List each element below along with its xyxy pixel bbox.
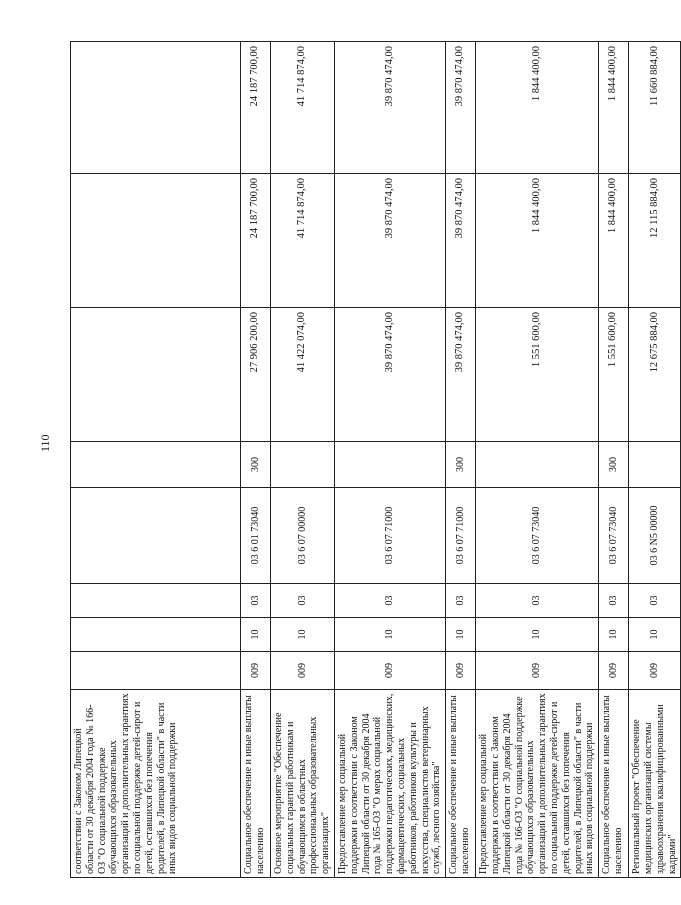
cell-amount-1 bbox=[71, 308, 241, 442]
cell-amount-3 bbox=[71, 42, 241, 174]
cell-amount-3: 39 870 474,00 bbox=[334, 42, 445, 174]
row-name: Социальное обеспечение и иные выплаты населению bbox=[599, 690, 629, 878]
table-row bbox=[599, 42, 629, 878]
row-name: Предоставление мер социальной поддержки в соответствии с Законом Липецкой области от 30 декабря 2004 года № 166-ОЗ "О социальной поддержке обучающихся образовательных организаций и дополнительных гарантиях по социальной поддержке детей-сирот и детей, оставшихся без попечения родителей, в Липецкой области" в части иных видов социальной поддержки bbox=[476, 690, 599, 878]
cell-amount-2: 39 870 474,00 bbox=[334, 174, 445, 308]
cell-section: 10 bbox=[334, 618, 445, 652]
cell-amount-2: 1 844 400,00 bbox=[476, 174, 599, 308]
cell-target-article bbox=[71, 488, 241, 584]
cell-section: 10 bbox=[271, 618, 335, 652]
row-name: Социальное обеспечение и иные выплаты населению bbox=[446, 690, 476, 878]
cell-subsection: 03 bbox=[446, 584, 476, 618]
cell-target-article: 03 6 01 73040 bbox=[241, 488, 271, 584]
row-name: соответствии с Законом Липецкой области от 30 декабря 2004 года № 166-ОЗ "О социальной поддержке обучающихся образовательных организаций и дополнительных гарантиях по социальной поддержке детей-сирот и детей, оставшихся без попечения родителей, в Липецкой области" в части иных видов социальной поддержки bbox=[71, 690, 241, 878]
cell-expense-type bbox=[71, 442, 241, 488]
row-name: Предоставление мер социальной поддержки в соответствии с Законом Липецкой области от 30 декабря 2004 года № 165-ОЗ "О мерах социальной поддержки педагогических, медицинских, фармацевтических, социальных работников, работников культуры и искусства, специалистов ветеринарных служб, лесного хозяйства" bbox=[334, 690, 445, 878]
cell-amount-2: 1 844 400,00 bbox=[599, 174, 629, 308]
table-row bbox=[629, 42, 681, 878]
cell-target-article: 03 6 07 71000 bbox=[446, 488, 476, 584]
cell-subsection: 03 bbox=[271, 584, 335, 618]
cell-subsection: 03 bbox=[599, 584, 629, 618]
cell-section: 10 bbox=[629, 618, 681, 652]
cell-section: 10 bbox=[241, 618, 271, 652]
cell-expense-type: 300 bbox=[446, 442, 476, 488]
table-row bbox=[241, 42, 271, 878]
cell-amount-2: 39 870 474,00 bbox=[446, 174, 476, 308]
cell-target-article: 03 6 07 71000 bbox=[334, 488, 445, 584]
cell-amount-1: 39 870 474,00 bbox=[446, 308, 476, 442]
cell-subsection: 03 bbox=[241, 584, 271, 618]
cell-ministry: 009 bbox=[271, 652, 335, 690]
cell-target-article: 03 6 07 00000 bbox=[271, 488, 335, 584]
table-row bbox=[476, 42, 599, 878]
cell-expense-type bbox=[629, 442, 681, 488]
page-number: 110 bbox=[38, 434, 52, 452]
row-name: Основное мероприятие "Обеспечение социальных гарантий работникам и обучающимся в областных профессиональных образовательных организациях" bbox=[271, 690, 335, 878]
cell-section: 10 bbox=[476, 618, 599, 652]
cell-ministry: 009 bbox=[334, 652, 445, 690]
cell-amount-1: 1 551 600,00 bbox=[599, 308, 629, 442]
cell-amount-1: 41 422 074,00 bbox=[271, 308, 335, 442]
cell-subsection: 03 bbox=[629, 584, 681, 618]
cell-section: 10 bbox=[446, 618, 476, 652]
cell-amount-3: 41 714 874,00 bbox=[271, 42, 335, 174]
cell-expense-type: 300 bbox=[599, 442, 629, 488]
cell-expense-type bbox=[334, 442, 445, 488]
cell-ministry: 009 bbox=[476, 652, 599, 690]
cell-subsection bbox=[71, 584, 241, 618]
cell-amount-2: 24 187 700,00 bbox=[241, 174, 271, 308]
table-body bbox=[71, 42, 681, 878]
cell-subsection: 03 bbox=[334, 584, 445, 618]
table-row bbox=[271, 42, 335, 878]
cell-expense-type: 300 bbox=[241, 442, 271, 488]
table-row bbox=[446, 42, 476, 878]
row-name: Региональный проект "Обеспечение медицинских организаций системы здравоохранения квалифицированными кадрами" bbox=[629, 690, 681, 878]
cell-amount-3: 1 844 400,00 bbox=[476, 42, 599, 174]
budget-table-rotated bbox=[70, 42, 678, 878]
cell-target-article: 03 6 07 73040 bbox=[476, 488, 599, 584]
cell-ministry: 009 bbox=[446, 652, 476, 690]
cell-amount-1: 12 675 884,00 bbox=[629, 308, 681, 442]
cell-amount-3: 1 844 400,00 bbox=[599, 42, 629, 174]
cell-section: 10 bbox=[599, 618, 629, 652]
cell-amount-3: 39 870 474,00 bbox=[446, 42, 476, 174]
cell-expense-type bbox=[271, 442, 335, 488]
cell-ministry: 009 bbox=[629, 652, 681, 690]
cell-subsection: 03 bbox=[476, 584, 599, 618]
cell-amount-2: 12 115 884,00 bbox=[629, 174, 681, 308]
cell-amount-1: 27 906 200,00 bbox=[241, 308, 271, 442]
cell-amount-2: 41 714 874,00 bbox=[271, 174, 335, 308]
cell-ministry bbox=[71, 652, 241, 690]
cell-amount-1: 39 870 474,00 bbox=[334, 308, 445, 442]
cell-expense-type bbox=[476, 442, 599, 488]
cell-section bbox=[71, 618, 241, 652]
budget-table bbox=[70, 41, 681, 878]
cell-target-article: 03 6 N5 00000 bbox=[629, 488, 681, 584]
row-name: Социальное обеспечение и иные выплаты населению bbox=[241, 690, 271, 878]
cell-target-article: 03 6 07 73040 bbox=[599, 488, 629, 584]
table-row bbox=[71, 42, 241, 878]
cell-amount-3: 11 660 884,00 bbox=[629, 42, 681, 174]
cell-ministry: 009 bbox=[599, 652, 629, 690]
cell-amount-1: 1 551 600,00 bbox=[476, 308, 599, 442]
table-row bbox=[334, 42, 445, 878]
cell-ministry: 009 bbox=[241, 652, 271, 690]
cell-amount-3: 24 187 700,00 bbox=[241, 42, 271, 174]
cell-amount-2 bbox=[71, 174, 241, 308]
